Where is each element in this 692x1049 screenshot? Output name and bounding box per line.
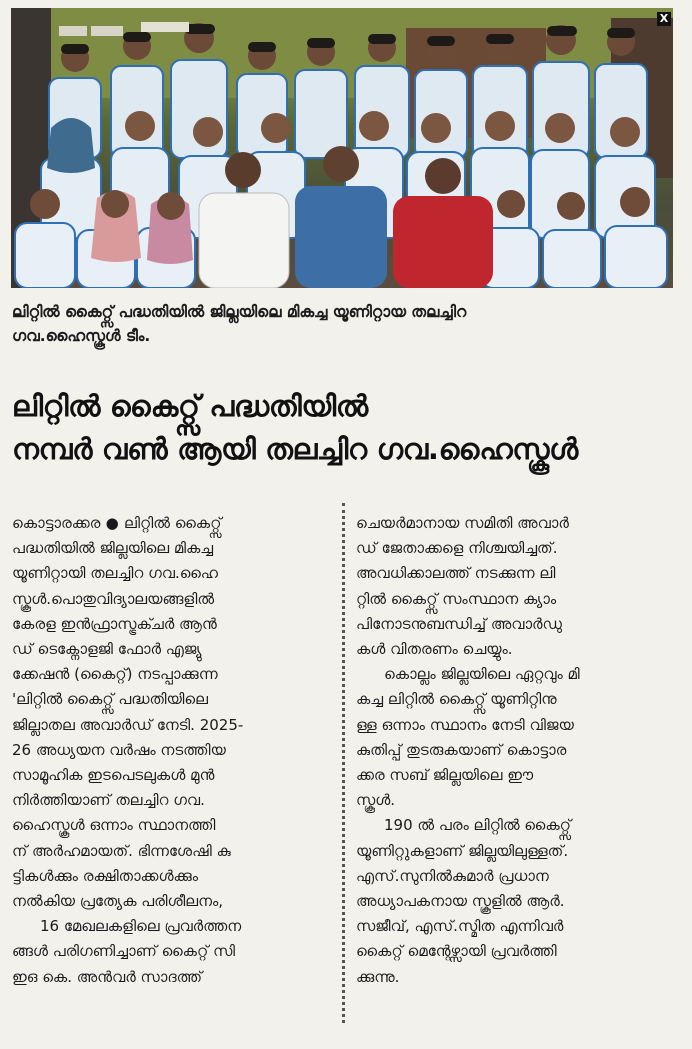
article-line: കച്ച ലിറ്റിൽ കൈറ്റ്സ് യൂണിറ്റിനു: [356, 690, 557, 709]
dateline-bullet-icon: ●: [100, 514, 124, 532]
team-photo-illustration: [11, 8, 673, 288]
article-line: കൊല്ലം ജില്ലയിലെ ഏറ്റവും മി: [384, 665, 580, 684]
headline: [12, 385, 672, 471]
article-line: റ്റിൽ കൈറ്റ്സ് സംസ്ഥാന ക്യാം: [356, 589, 557, 608]
article-line: ള്ള ഒന്നാം സ്ഥാനം നേടി വിജയ: [356, 715, 574, 734]
article-column-right: [356, 511, 674, 990]
article-line: ജില്ലാതല അവാർഡ് നേടി. 2025-: [12, 715, 244, 734]
article-line: കുതിപ്പ് തുടരുകയാണ് കൊട്ടാര: [356, 740, 567, 759]
article-line: നൽകിയ പ്രത്യേക പരിശീലനം,: [12, 892, 224, 911]
article-line: സ്കൂൾ.പൊതുവിദ്യാലയങ്ങളിൽ: [12, 589, 215, 608]
caption-line: ലിറ്റിൽ കൈറ്റ്സ് പദ്ധതിയിൽ ജില്ലയിലെ മികച്ച യൂണിറ്റായ തലച്ചിറ: [12, 303, 467, 321]
article-line: യൂണിറ്റുകളാണ് ജില്ലയിലുള്ളത്.: [356, 841, 569, 860]
article-line: ഹൈസ്കൂൾ ഒന്നാം സ്ഥാനത്തി: [12, 816, 216, 835]
article-line: ചെയർമാനായ സമിതി അവാർ: [356, 514, 569, 532]
article-line: ഇഒ കെ. അൻവർ സാദത്ത്: [12, 967, 203, 986]
article-line: അവധിക്കാലത്ത് നടക്കുന്ന ലി: [356, 564, 556, 583]
article-line: ഡ് ജേതാക്കളെ നിശ്ചയിച്ചത്.: [356, 539, 558, 558]
article-line: കൾ വിതരണം ചെയ്യും.: [356, 640, 513, 659]
article-line: ട്ടികൾക്കും രക്ഷിതാക്കൾക്കും: [12, 866, 199, 885]
headline-line: നമ്പർ വൺ ആയി തലച്ചിറ ഗവ.ഹൈസ്കൂൾ: [12, 432, 578, 466]
article-line: കൈറ്റ് മെന്റേഴ്സായി പ്രവർത്തി: [356, 942, 557, 961]
close-icon[interactable]: X: [657, 12, 671, 26]
article-line: ക്കേഷൻ (കൈറ്റ്) നടപ്പാക്കുന്ന: [12, 665, 218, 684]
dateline: കൊട്ടാരക്കര: [12, 514, 101, 532]
article-line: അധ്യാപകനായ സ്കൂളിൽ ആർ.: [356, 892, 565, 911]
article-line: നിർത്തിയാണ് തലച്ചിറ ഗവ.: [12, 791, 205, 810]
article-line: ക്കര സബ് ജില്ലയിലെ ഈ: [356, 766, 534, 785]
article-line: എസ്.സുനിൽകുമാർ പ്രധാന: [356, 866, 549, 885]
article-line: [12, 511, 330, 536]
column-divider: [342, 503, 345, 1023]
article-line: ങ്ങൾ പരിഗണിച്ചാണ് കൈറ്റ് സി: [12, 942, 235, 961]
article-line: യൂണിറ്റായി തലച്ചിറ ഗവ.ഹൈ: [12, 564, 218, 583]
article-column-left: [12, 511, 330, 990]
article-line: കേരള ഇൻഫ്രാസ്ട്രക്ചർ ആൻ: [12, 614, 217, 633]
article-line: ഡ് ടെക്നോളജി ഫോർ എജ്യു: [12, 640, 202, 659]
caption-line: ഗവ.ഹൈസ്കൂൾ ടീം.: [12, 327, 151, 345]
article-line: സ്കൂൾ.: [356, 791, 396, 810]
article-line: പദ്ധതിയിൽ ജില്ലയിലെ മികച്ച: [12, 539, 214, 558]
team-photo: [11, 8, 673, 288]
article-line: സജീവ്, എസ്.സ്മിത എന്നിവർ: [356, 917, 564, 936]
article-line: 190 ൽ പരം ലിറ്റിൽ കൈറ്റ്സ്: [384, 816, 572, 835]
article-line: പിനോടനുബന്ധിച്ച് അവാർഡു: [356, 614, 562, 633]
article-line: 16 മേഖലകളിലെ പ്രവർത്തന: [40, 917, 242, 936]
photo-caption: [12, 300, 672, 348]
headline-line: ലിറ്റിൽ കൈറ്റ്സ് പദ്ധതിയിൽ: [12, 389, 368, 423]
article-line: ന് അർഹമായത്. ഭിന്നശേഷി കു: [12, 841, 231, 860]
article-line: 26 അധ്യയന വർഷം നടത്തിയ: [12, 740, 226, 759]
article-text: ലിറ്റിൽ കൈറ്റ്സ്: [123, 514, 222, 532]
article-line: 'ലിറ്റിൽ കൈറ്റ്സ് പദ്ധതിയിലെ: [12, 690, 208, 709]
article-line: ക്കുന്നു.: [356, 967, 400, 986]
article-line: സാമൂഹിക ഇടപെടലുകൾ മുൻ: [12, 766, 215, 785]
